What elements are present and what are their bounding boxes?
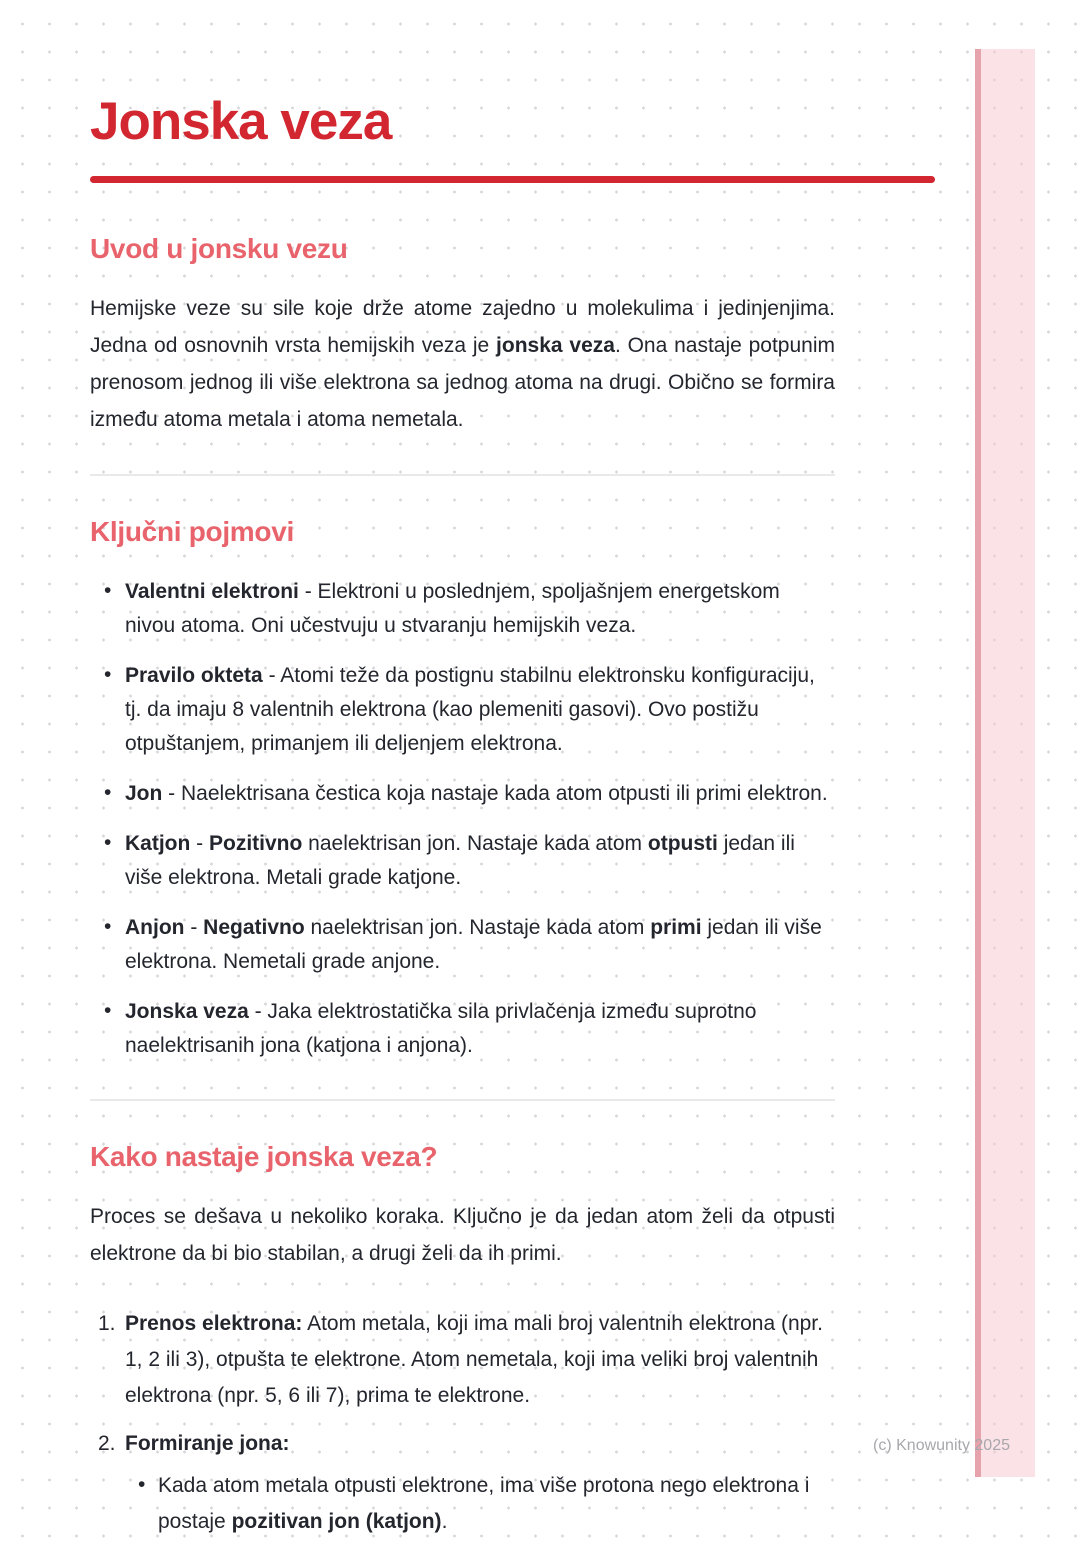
section-heading-intro: Uvod u jonsku vezu [90, 233, 348, 264]
section-heading-formation: Kako nastaje jonska veza? [90, 1141, 438, 1172]
page-title: Jonska veza [90, 92, 392, 151]
bullet-icon: • [104, 663, 112, 686]
term-list-item: • Pravilo okteta - Atomi teže da postignu stabilnu elektronsku konfiguraciju, tj. da imaju 8 valentnih elektrona (kao plemeniti gasovi). Ovo postižu otpuštanjem, primanjem ili deljenjem elektrona. [90, 659, 835, 761]
term-list-item: • Valentni elektroni - Elektroni u poslednjem, spoljašnjem energetskom nivou atoma. Oni učestvuju u stvaranju hemijskih veza. [90, 575, 835, 643]
bullet-icon: • [104, 999, 112, 1022]
term-list-item: • Jonska veza - Jaka elektrostatička sila privlačenja između suprotno naelektrisanih jona (katjona i anjona). [90, 995, 835, 1063]
bullet-icon: • [104, 831, 112, 854]
step-number: 2. [98, 1432, 116, 1455]
step-sub-list [125, 1468, 835, 1540]
key-terms-list [90, 575, 835, 1063]
step-item: 2. Formiranje jona: • Kada atom metala otpusti elektrone, ima više protona nego elektrona i postaje pozitivan jon (katjon). [90, 1426, 835, 1540]
intro-paragraph: Hemijske veze su sile koje drže atome zajedno u molekulima i jedinjenjima. Jedna od osnovnih vrsta hemijskih veza je jonska veza. Ona nastaje potpunim prenosom jednog ili više elektrona sa jednog atoma na drugi. Obično se formira između atoma metala i atoma nemetala. [90, 297, 836, 431]
term-list-item: • Anjon - Negativno naelektrisan jon. Nastaje kada atom primi jedan ili više elektrona. Nemetali grade anjone. [90, 911, 835, 979]
step-sub-item: • Kada atom metala otpusti elektrone, ima više protona nego elektrona i postaje pozitivan jon (katjon). [125, 1468, 835, 1540]
bullet-icon: • [138, 1473, 146, 1496]
bullet-icon: • [104, 579, 112, 602]
step-number: 1. [98, 1312, 116, 1335]
step-item: 1. Prenos elektrona: Atom metala, koji ima mali broj valentnih elektrona (npr. 1, 2 ili 3), otpušta te elektrone. Atom nemetala, koji ima veliki broj valentnih elektrona (npr. 5, 6 ili 7), prima te elektrone. [90, 1306, 835, 1414]
section-divider [90, 474, 835, 476]
term-list-item: • Katjon - Pozitivno naelektrisan jon. Nastaje kada atom otpusti jedan ili više elektrona. Metali grade katjone. [90, 827, 835, 895]
bullet-icon: • [104, 781, 112, 804]
section-divider [90, 1099, 835, 1101]
title-underline-rule [90, 176, 935, 183]
decorative-accent-stripe [975, 49, 1035, 1477]
formation-paragraph: Proces se dešava u nekoliko koraka. Ključno je da jedan atom želi da otpusti elektrone da bi bio stabilan, a drugi želi da ih primi. [90, 1205, 835, 1265]
footer-credit: (c) Knowunity 2025 [873, 1437, 1010, 1454]
formation-steps-list [90, 1306, 835, 1540]
section-heading-key-terms: Ključni pojmovi [90, 516, 294, 547]
bullet-icon: • [104, 915, 112, 938]
document-content [90, 0, 835, 1552]
term-list-item: • Jon - Naelektrisana čestica koja nastaje kada atom otpusti ili primi elektron. [90, 777, 835, 811]
